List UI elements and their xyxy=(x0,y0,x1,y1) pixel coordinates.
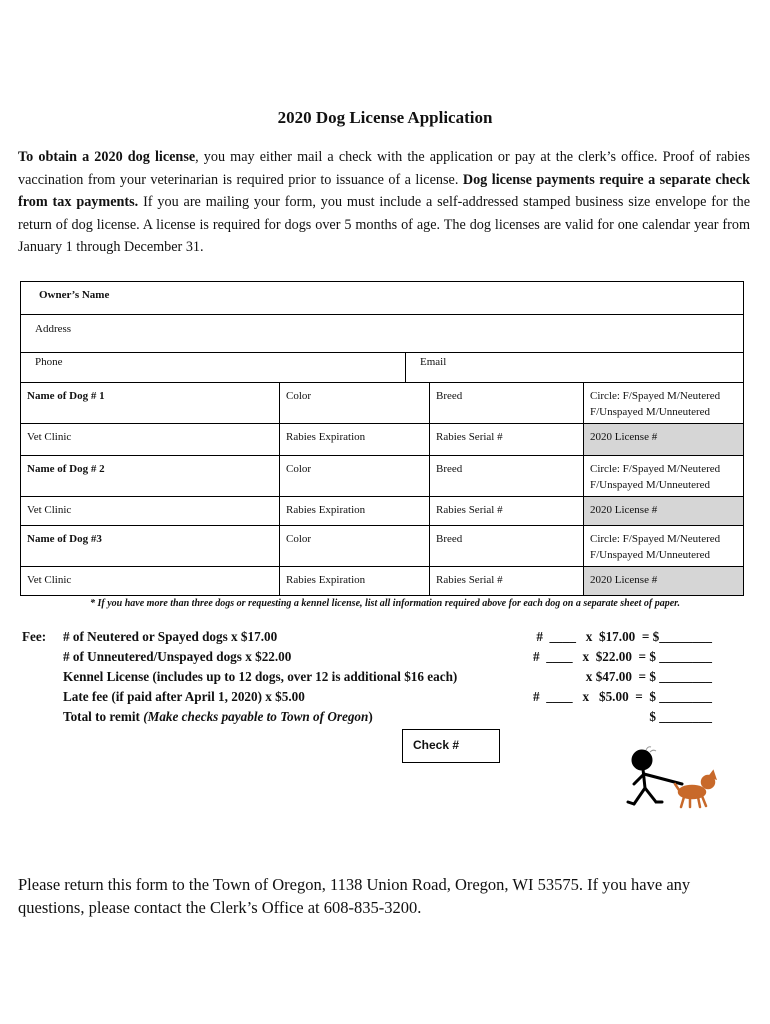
dog3-sex-circle-field[interactable] xyxy=(583,525,744,567)
dog2-rabies-serial-field[interactable] xyxy=(429,496,584,526)
dog2-color-field[interactable] xyxy=(279,455,430,497)
dog3-name-field[interactable] xyxy=(20,525,280,567)
dog2-circle-line1: Circle: F/Spayed M/Neutered xyxy=(590,463,721,475)
dog3-breed-field[interactable] xyxy=(429,525,584,567)
dog1-license-number-cell xyxy=(583,423,744,456)
fee-total-paren-close: ) xyxy=(368,709,373,724)
fee-late-line: Late fee (if paid after April 1, 2020) x $5.00 xyxy=(63,689,305,704)
dog1-license-label: 2020 License # xyxy=(590,431,658,443)
fee-total-main: Total to remit xyxy=(63,709,144,724)
dog2-rabies-exp-label: Rabies Expiration xyxy=(286,504,366,516)
dog3-license-number-cell xyxy=(583,566,744,596)
fee-total-line xyxy=(63,707,523,727)
calc-late[interactable]: # ____ x $5.00 = $ ________ xyxy=(533,689,712,704)
intro-lead: To obtain a 2020 dog license xyxy=(18,149,196,165)
dog3-breed-label: Breed xyxy=(436,533,463,545)
page-title: 2020 Dog License Application xyxy=(277,108,493,127)
dog3-color-label: Color xyxy=(286,533,312,545)
dog2-breed-field[interactable] xyxy=(429,455,584,497)
dog1-rabies-exp-label: Rabies Expiration xyxy=(286,431,366,443)
owner-name-label: Owner’s Name xyxy=(39,289,110,301)
check-number-box[interactable]: Check # xyxy=(402,729,500,763)
phone-field[interactable] xyxy=(20,352,406,383)
dog2-name-field[interactable] xyxy=(20,455,280,497)
fee-total-paren-open: (Make checks payable to xyxy=(143,709,281,724)
dog1-color-label: Color xyxy=(286,390,312,402)
dog1-rabies-serial-field[interactable] xyxy=(429,423,584,456)
dog3-vet-field[interactable] xyxy=(20,566,280,596)
dog3-vet-label: Vet Clinic xyxy=(27,574,72,586)
fee-label: Fee: xyxy=(22,629,47,644)
dog2-vet-field[interactable] xyxy=(20,496,280,526)
dog2-breed-label: Breed xyxy=(436,463,463,475)
dog2-rabies-exp-field[interactable] xyxy=(279,496,430,526)
dog2-license-label: 2020 License # xyxy=(590,504,658,516)
calc-kennel[interactable]: x $47.00 = $ ________ xyxy=(585,669,712,684)
dog3-circle-line1: Circle: F/Spayed M/Neutered xyxy=(590,533,721,545)
intro-text-2: If you are mailing your form, you must include a self-addressed stamped business size envelope for the return of dog license. A license is required for dogs over 5 months of age. The dog licenses are valid for one calendar year from January 1 through December 31. xyxy=(18,194,751,255)
dog1-name-label: Name of Dog # 1 xyxy=(27,390,105,402)
dog1-name-field[interactable] xyxy=(20,382,280,424)
dog1-rabies-serial-label: Rabies Serial # xyxy=(436,431,503,443)
dog1-rabies-exp-field[interactable] xyxy=(279,423,430,456)
dog2-license-number-cell xyxy=(583,496,744,526)
dog3-license-label: 2020 License # xyxy=(590,574,658,586)
email-label: Email xyxy=(420,356,447,368)
dog1-vet-field[interactable] xyxy=(20,423,280,456)
dog2-vet-label: Vet Clinic xyxy=(27,504,72,516)
dog-walking-icon xyxy=(622,744,722,812)
dog xyxy=(675,772,715,807)
fee-calculations xyxy=(490,627,712,727)
fee-unneutered-line: # of Unneutered/Unspayed dogs x $22.00 xyxy=(63,649,292,664)
dog3-circle-line2: F/Unspayed M/Unneutered xyxy=(590,549,711,561)
fee-lines xyxy=(63,627,523,727)
dog3-name-label: Name of Dog #3 xyxy=(27,533,102,545)
dog1-sex-circle-field[interactable] xyxy=(583,382,744,424)
address-label: Address xyxy=(35,323,72,335)
dog3-rabies-exp-field[interactable] xyxy=(279,566,430,596)
dog2-color-label: Color xyxy=(286,463,312,475)
dog2-rabies-serial-label: Rabies Serial # xyxy=(436,504,503,516)
dog1-breed-label: Breed xyxy=(436,390,463,402)
dog1-color-field[interactable] xyxy=(279,382,430,424)
stick-figure xyxy=(628,751,682,804)
dog3-rabies-exp-label: Rabies Expiration xyxy=(286,574,366,586)
phone-label: Phone xyxy=(35,356,63,368)
dog3-color-field[interactable] xyxy=(279,525,430,567)
intro-paragraph xyxy=(18,146,750,259)
calc-unneutered[interactable]: # ____ x $22.00 = $ ________ xyxy=(533,649,712,664)
dog2-sex-circle-field[interactable] xyxy=(583,455,744,497)
dog1-vet-label: Vet Clinic xyxy=(27,431,72,443)
intro-text-1: , you may either mail a check with the application or pay at the clerk’s office. Proof of rabies vaccination from your veterinarian is required prior to issuance of a license. xyxy=(18,149,750,188)
calc-total[interactable]: $ ________ xyxy=(649,709,712,724)
fee-neutered-line: # of Neutered or Spayed dogs x $17.00 xyxy=(63,629,278,644)
dog2-name-label: Name of Dog # 2 xyxy=(27,463,105,475)
intro-bold-2: Dog license payments require a separate check from tax payments. xyxy=(18,171,750,210)
email-field[interactable] xyxy=(405,352,744,383)
dog2-circle-line2: F/Unspayed M/Unneutered xyxy=(590,479,711,491)
extra-dogs-note: * If you have more than three dogs or requesting a kennel license, list all information required above for each dog on a separate sheet of paper. xyxy=(90,598,680,609)
fee-kennel-line: Kennel License (includes up to 12 dogs, over 12 is additional $16 each) xyxy=(63,669,458,684)
dog3-rabies-serial-label: Rabies Serial # xyxy=(436,574,503,586)
return-instructions: Please return this form to the Town of Oregon, 1138 Union Road, Oregon, WI 53575. If you have any questions, please contact the Clerk’s Office at 608-835-3200. xyxy=(18,875,691,917)
dog3-rabies-serial-field[interactable] xyxy=(429,566,584,596)
dog1-breed-field[interactable] xyxy=(429,382,584,424)
calc-neutered[interactable]: # ____ x $17.00 = $________ xyxy=(536,629,712,644)
dog1-circle-line1: Circle: F/Spayed M/Neutered xyxy=(590,390,721,402)
fee-total-town: Town of Oregon xyxy=(280,709,369,724)
address-field[interactable] xyxy=(20,314,744,353)
dog1-circle-line2: F/Unspayed M/Unneutered xyxy=(590,406,711,418)
owner-name-field[interactable] xyxy=(20,281,744,315)
